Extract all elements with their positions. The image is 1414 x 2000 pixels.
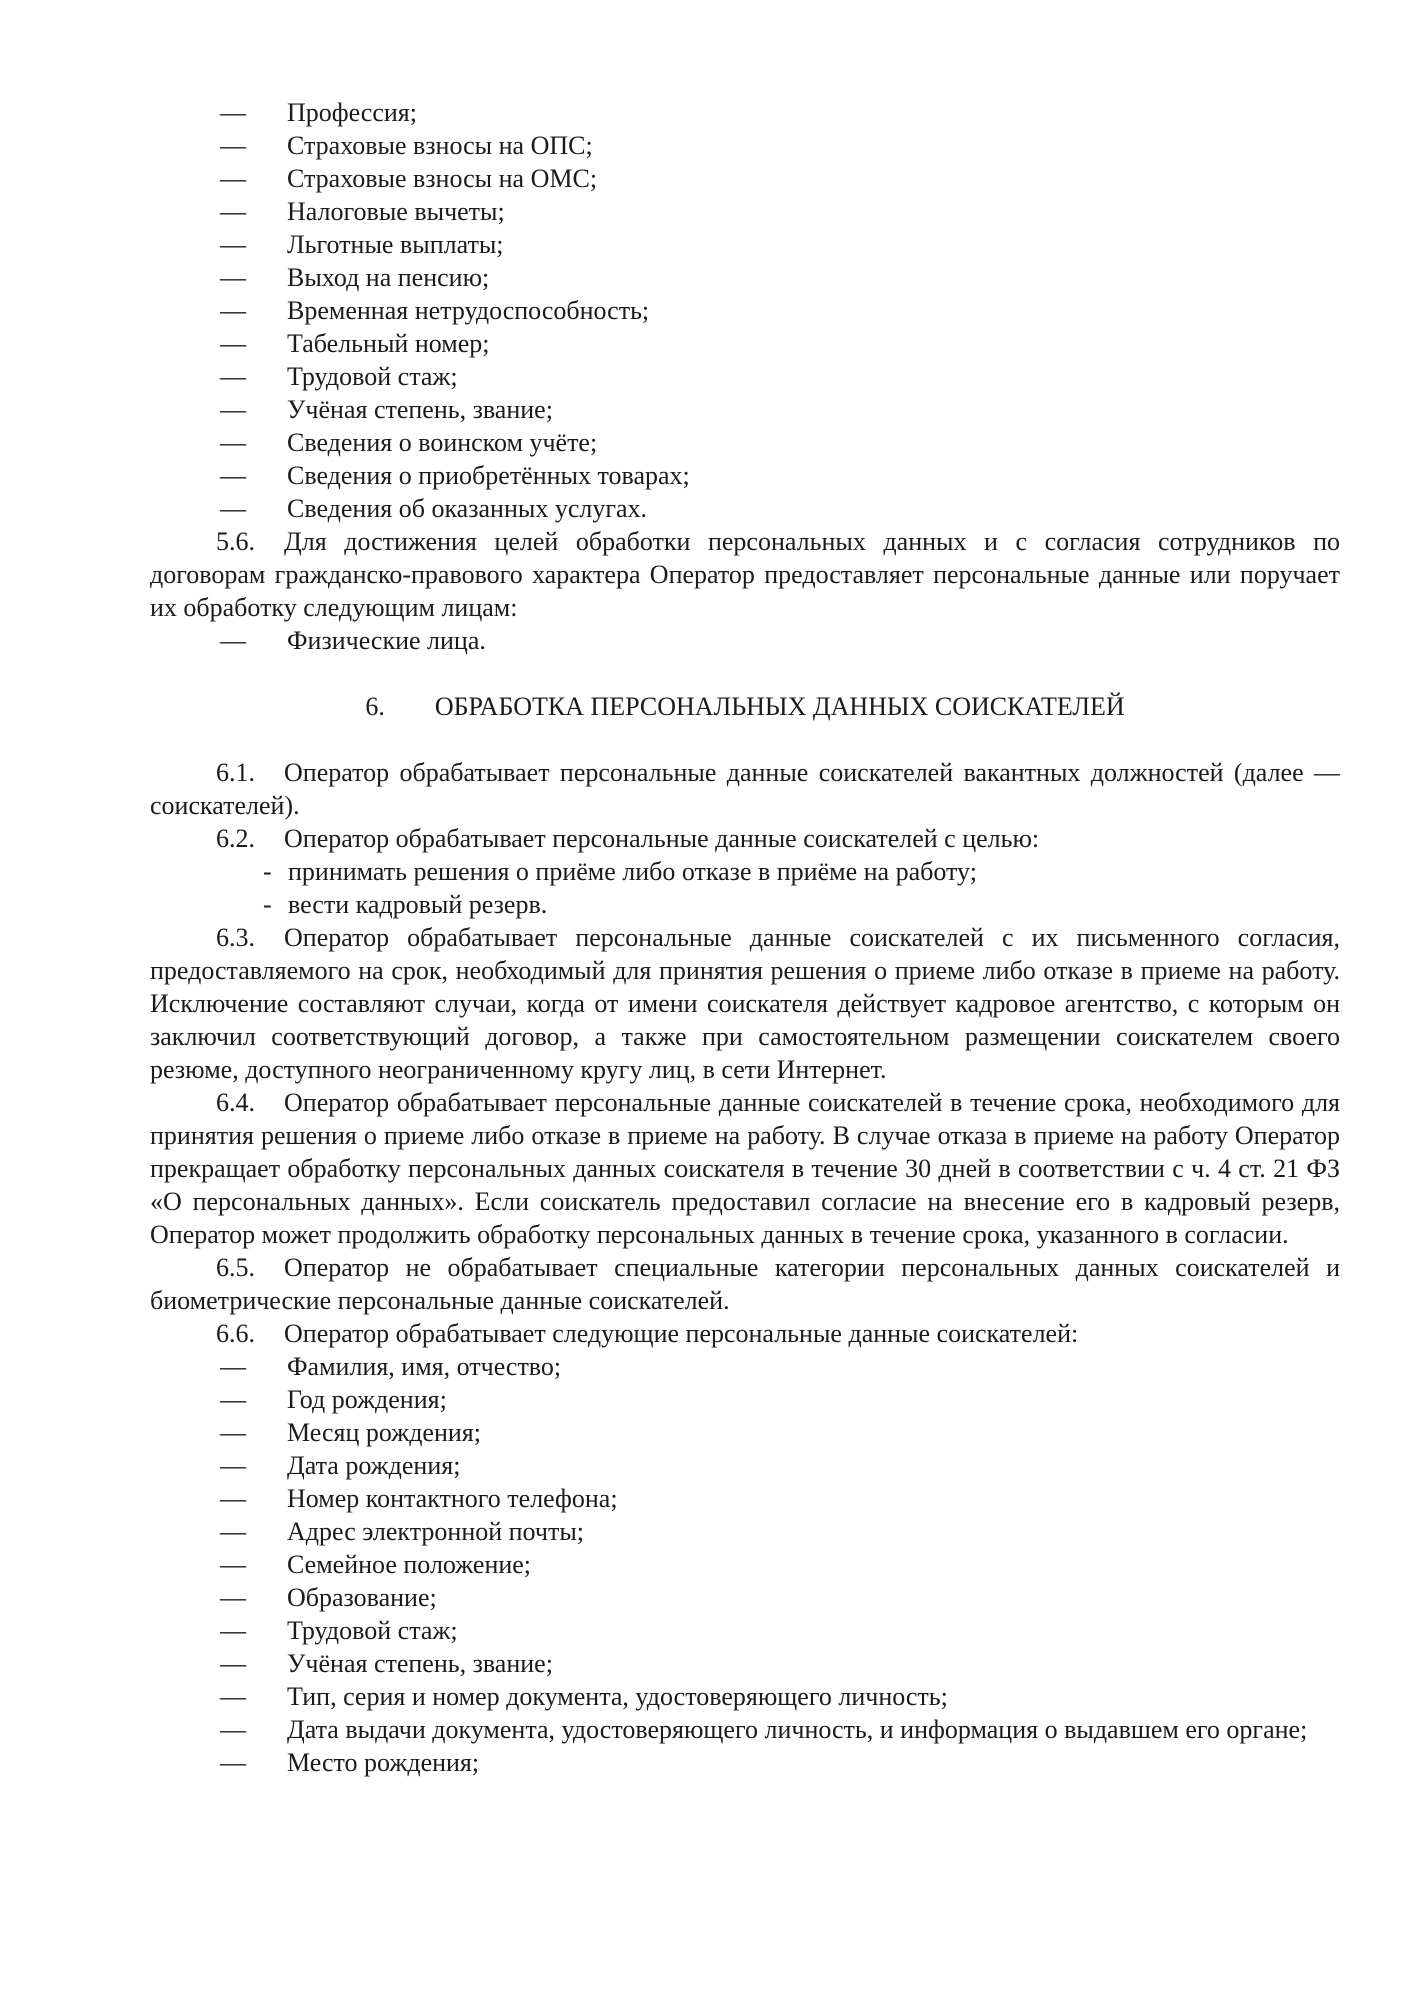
clause-text: Оператор не обрабатывает специальные категории персональных данных соискателей и биометрические персональные данные соискателей.	[150, 1253, 1340, 1315]
list-dash-marker: —	[220, 1550, 246, 1579]
clause-6-6	[150, 1317, 1340, 1350]
list-item	[150, 855, 1340, 888]
clause-6-4	[150, 1086, 1340, 1251]
list-dash-marker: —	[220, 197, 246, 226]
list-item	[150, 624, 1340, 657]
list-item	[150, 393, 1340, 426]
purposes-list	[150, 855, 1340, 921]
list-item-text: вести кадровый резерв.	[288, 890, 548, 919]
list-item-text: Месяц рождения;	[287, 1418, 481, 1447]
list-dash-marker: —	[220, 494, 246, 523]
list-dash-marker: —	[220, 428, 246, 457]
list-item-text: Фамилия, имя, отчество;	[287, 1352, 562, 1381]
clause-6-2	[150, 822, 1340, 855]
list-item	[150, 1383, 1340, 1416]
list-item	[150, 96, 1340, 129]
clause-text: Оператор обрабатывает следующие персональные данные соискателей:	[284, 1319, 1079, 1348]
list-item-text: Табельный номер;	[287, 329, 490, 358]
clause-6-5	[150, 1251, 1340, 1317]
list-dash-marker: —	[220, 1451, 246, 1480]
list-item-text: Страховые взносы на ОМС;	[287, 164, 598, 193]
list-item-text: Льготные выплаты;	[287, 230, 504, 259]
clause-number: 6.4.	[216, 1088, 255, 1117]
clause-number: 6.1.	[216, 758, 255, 787]
list-dash-marker: —	[220, 296, 246, 325]
list-item-text: Страховые взносы на ОПС;	[287, 131, 593, 160]
list-dash-marker: —	[220, 98, 246, 127]
list-item	[150, 1350, 1340, 1383]
list-dash-marker: —	[220, 1616, 246, 1645]
list-dash-marker: —	[220, 329, 246, 358]
list-item-text: Сведения о приобретённых товарах;	[287, 461, 690, 490]
list-item	[150, 1449, 1340, 1482]
list-item	[150, 1713, 1340, 1746]
list-dash-marker: —	[220, 1418, 246, 1447]
list-item-text: Адрес электронной почты;	[287, 1517, 585, 1546]
list-item-text: Семейное положение;	[287, 1550, 532, 1579]
applicant-data-list	[150, 1350, 1340, 1779]
employee-data-list	[150, 96, 1340, 525]
clause-5-6	[150, 525, 1340, 624]
clause-number: 5.6.	[216, 527, 255, 556]
section-heading	[150, 690, 1340, 723]
list-item-text: Образование;	[287, 1583, 437, 1612]
list-item-text: Дата рождения;	[287, 1451, 461, 1480]
list-item	[150, 129, 1340, 162]
list-item	[150, 1416, 1340, 1449]
section-title: ОБРАБОТКА ПЕРСОНАЛЬНЫХ ДАННЫХ СОИСКАТЕЛЕЙ	[434, 692, 1125, 721]
list-item	[150, 360, 1340, 393]
list-dash-marker: —	[220, 362, 246, 391]
list-dash-marker: —	[220, 1682, 246, 1711]
list-item-text: Учёная степень, звание;	[287, 395, 553, 424]
list-dash-marker: —	[220, 1649, 246, 1678]
list-item	[150, 888, 1340, 921]
list-dash-marker: —	[220, 1517, 246, 1546]
list-item-text: Трудовой стаж;	[287, 362, 458, 391]
list-hyphen-marker: -	[263, 857, 272, 886]
clause-number: 6.3.	[216, 923, 255, 952]
list-item	[150, 1647, 1340, 1680]
list-dash-marker: —	[220, 626, 246, 655]
list-item-text: Дата выдачи документа, удостоверяющего личность, и информация о выдавшем его органе;	[287, 1715, 1308, 1744]
list-item	[150, 327, 1340, 360]
list-item	[150, 228, 1340, 261]
list-item	[150, 294, 1340, 327]
list-item-text: Сведения об оказанных услугах.	[287, 494, 648, 523]
list-item-text: Выход на пенсию;	[287, 263, 490, 292]
list-dash-marker: —	[220, 395, 246, 424]
list-item-text: Учёная степень, звание;	[287, 1649, 553, 1678]
list-item	[150, 459, 1340, 492]
clause-text: Для достижения целей обработки персональных данных и с согласия сотрудников по договорам гражданско-правового характера Оператор предоставляет персональные данные или поручает их обработку следующим лицам:	[150, 527, 1340, 622]
list-item	[150, 1614, 1340, 1647]
list-dash-marker: —	[220, 131, 246, 160]
list-dash-marker: —	[220, 1715, 246, 1744]
list-item	[150, 492, 1340, 525]
clause-6-1	[150, 756, 1340, 822]
list-item	[150, 1581, 1340, 1614]
list-item	[150, 261, 1340, 294]
list-dash-marker: —	[220, 1484, 246, 1513]
clause-text: Оператор обрабатывает персональные данные соискателей с целью:	[284, 824, 1040, 853]
list-item	[150, 1680, 1340, 1713]
list-item-text: Место рождения;	[287, 1748, 480, 1777]
list-item	[150, 1515, 1340, 1548]
clause-text: Оператор обрабатывает персональные данные соискателей с их письменного согласия, предоставляемого на срок, необходимый для принятия решения о приеме либо отказе в приеме на работу. Исключение составляют случаи, когда от имени соискателя действует кадровое агентство, с которым он заключил соответствующий договор, а также при самостоятельном размещении соискателем своего резюме, доступного неограниченному кругу лиц, в сети Интернет.	[150, 923, 1340, 1084]
clause-number: 6.5.	[216, 1253, 255, 1282]
list-dash-marker: —	[220, 1748, 246, 1777]
list-dash-marker: —	[220, 461, 246, 490]
list-dash-marker: —	[220, 1352, 246, 1381]
list-item-text: Номер контактного телефона;	[287, 1484, 618, 1513]
list-hyphen-marker: -	[263, 890, 272, 919]
list-item	[150, 195, 1340, 228]
list-item-text: Сведения о воинском учёте;	[287, 428, 598, 457]
list-item-text: Трудовой стаж;	[287, 1616, 458, 1645]
list-dash-marker: —	[220, 263, 246, 292]
clause-number: 6.6.	[216, 1319, 255, 1348]
recipients-list	[150, 624, 1340, 657]
list-item-text: Физические лица.	[287, 626, 486, 655]
list-item-text: Профессия;	[287, 98, 417, 127]
clause-text: Оператор обрабатывает персональные данные соискателей в течение срока, необходимого для принятия решения о приеме либо отказе в приеме на работу. В случае отказа в приеме на работу Оператор прекращает обработку персональных данных соискателя в течение 30 дней в соответствии с ч. 4 ст. 21 ФЗ «О персональных данных». Если соискатель предоставил согласие на внесение его в кадровый резерв, Оператор может продолжить обработку персональных данных в течение срока, указанного в согласии.	[150, 1088, 1340, 1249]
list-dash-marker: —	[220, 1583, 246, 1612]
section-number: 6.	[365, 692, 385, 721]
clause-6-3	[150, 921, 1340, 1086]
list-item-text: Временная нетрудоспособность;	[287, 296, 650, 325]
clause-text: Оператор обрабатывает персональные данные соискателей вакантных должностей (далее — соискателей).	[150, 758, 1340, 820]
list-item	[150, 162, 1340, 195]
list-item-text: Год рождения;	[287, 1385, 447, 1414]
list-dash-marker: —	[220, 164, 246, 193]
list-dash-marker: —	[220, 230, 246, 259]
list-item	[150, 1482, 1340, 1515]
list-item	[150, 1746, 1340, 1779]
list-item-text: Тип, серия и номер документа, удостоверяющего личность;	[287, 1682, 948, 1711]
list-item	[150, 1548, 1340, 1581]
list-item-text: Налоговые вычеты;	[287, 197, 505, 226]
clause-number: 6.2.	[216, 824, 255, 853]
list-item-text: принимать решения о приёме либо отказе в приёме на работу;	[288, 857, 977, 886]
list-item	[150, 426, 1340, 459]
list-dash-marker: —	[220, 1385, 246, 1414]
